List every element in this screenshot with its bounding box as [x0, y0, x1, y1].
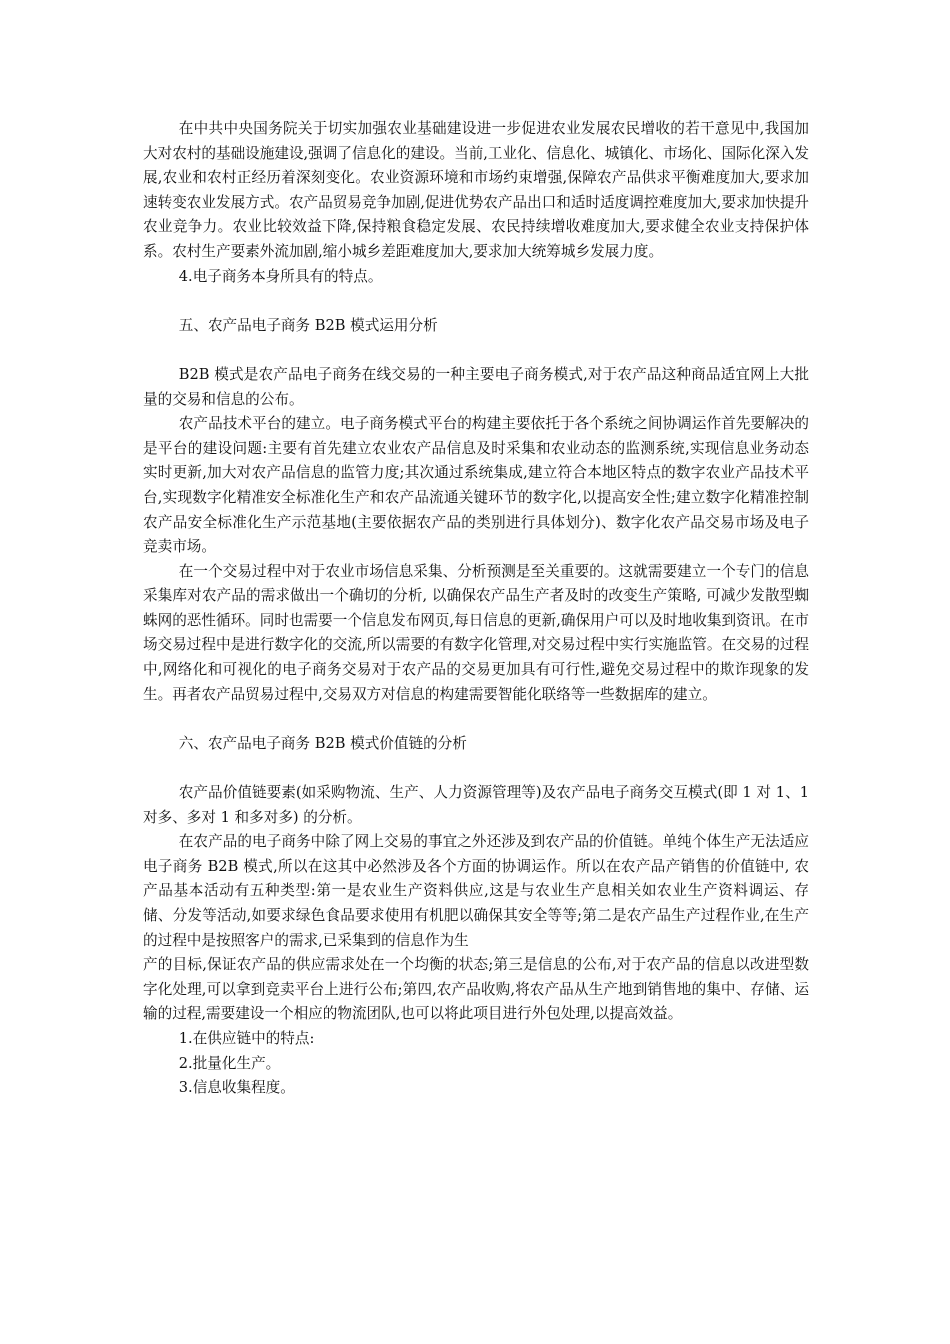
paragraph-value-chain-continued: 产的目标,保证农产品的供应需求处在一个均衡的状态;第三是信息的公布,对于农产品的信息以改进型数字化处理,可以拿到竞卖平台上进行公布;第四,农产品收购,将农产品从生产地到销售地的集中、存储、运输的过程,需要建设一个相应的物流团队,也可以将此项目进行外包处理,以提高效益。	[143, 956, 809, 1023]
paragraph-tech-platform: 农产品技术平台的建立。电子商务模式平台的构建主要依托于各个系统之间协调运作首先要解决的是平台的建设问题:主要有首先建立农业农产品信息及时采集和农业动态的监测系统,实现信息业务动态实时更新,加大对农产品信息的监管力度;其次通过系统集成,建立符合本地区特点的数字农业产品技术平台,实现数字化精准安全标准化生产和农产品流通关键环节的数字化,以提高安全性;建立数字化精准控制农产品安全标准化生产示范基地(主要依据农产品的类别进行具体划分)、数字化农产品交易市场及电子竞卖市场。	[143, 415, 809, 556]
section-heading-6: 六、农产品电子商务 B2B 模式价值链的分析	[178, 734, 467, 752]
paragraph-ecommerce-features: 4.电子商务本身所具有的特点。	[178, 267, 383, 285]
paragraph-market-info: 在一个交易过程中对于农业市场信息采集、分析预测是至关重要的。这就需要建立一个专门的信息采集库对农产品的需求做出一个确切的分析, 以确保农产品生产者及时的改变生产策略, 可减少发散型蜘蛛网的恶性循环。同时也需要一个信息发布网页,每日信息的更新,确保用户可以及时地收集到资讯。在市场交易过程中是进行数字化的交流,所以需要的有数字化管理,对交易过程中实行实施监管。在交易的过程中,网络化和可视化的电子商务交易对于农产品的交易更加具有可行性,避免交易过程中的欺诈现象的发生。再者农产品贸易过程中,交易双方对信息的构建需要智能化联络等一些数据库的建立。	[143, 562, 810, 703]
paragraph-value-chain-activities: 在农产品的电子商务中除了网上交易的事宜之外还涉及到农产品的价值链。单纯个体生产无法适应电子商务 B2B 模式,所以在这其中必然涉及各个方面的协调运作。所以在农产品产销售的价值链中, 农产品基本活动有五种类型:第一是农业生产资料供应,这是与农业生产息相关如农业生产资料调运、存储、分发等活动,如要求绿色食品要求使用有机肥以确保其安全等等;第二是农产品生产过程作业,在生产的过程中是按照客户的需求,已采集到的信息作为生	[143, 833, 809, 949]
list-item-batch-production: 2.批量化生产。	[178, 1054, 281, 1072]
list-item-supply-chain: 1.在供应链中的特点:	[178, 1029, 315, 1047]
paragraph-b2b-mode: B2B 模式是农产品电子商务在线交易的一种主要电子商务模式,对于农产品这种商品适宜网上大批量的交易和信息的公布。	[143, 365, 809, 408]
section-heading-5: 五、农产品电子商务 B2B 模式运用分析	[178, 316, 438, 334]
paragraph-policy-background: 在中共中央国务院关于切实加强农业基础建设进一步促进农业发展农民增收的若干意见中,我国加大对农村的基础设施建设,强调了信息化的建设。当前,工业化、信息化、城镇化、市场化、国际化深入发展,农业和农村正经历着深刻变化。农业资源环境和市场约束增强,保障农产品供求平衡难度加大,要求加速转变农业发展方式。农产品贸易竞争加剧,促进优势农产品出口和适时适度调控难度加大,要求加快提升农业竞争力。农业比较效益下降,保持粮食稳定发展、农民持续增收难度加大,要求健全农业支持保护体系。农村生产要素外流加剧,缩小城乡差距难度加大,要求加大统筹城乡发展力度。	[143, 120, 810, 260]
document-page	[143, 117, 809, 1101]
paragraph-value-chain-elements: 农产品价值链要素(如采购物流、生产、人力资源管理等)及农产品电子商务交互模式(即 1 对 1、1 对多、多对 1 和多对多) 的分析。	[143, 784, 809, 826]
list-item-info-collection: 3.信息收集程度。	[178, 1079, 295, 1097]
